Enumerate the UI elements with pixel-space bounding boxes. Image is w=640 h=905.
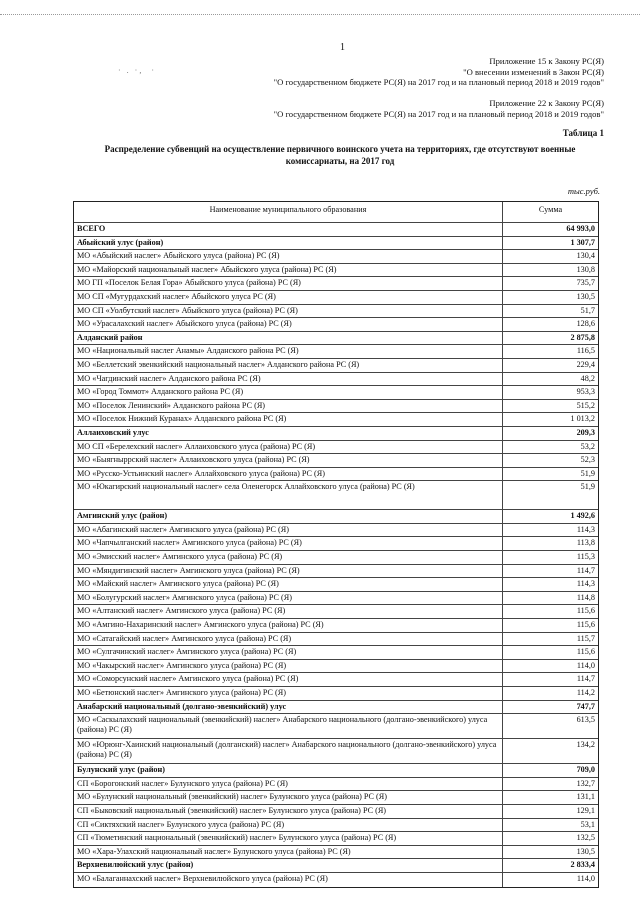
header-line: "О государственном бюджете РС(Я) на 2017 год и на плановый период 2018 и 2019 годов": [273, 108, 604, 119]
table-row-region: [74, 223, 598, 237]
cell-municipality-name: СП «Быковский национальный (эвенкийский) наслег» Булунского улуса (района) РС (Я): [74, 805, 503, 818]
cell-sum: 128,6: [576, 319, 595, 329]
subventions-table: [73, 201, 599, 888]
cell-municipality-name: МО СП «Мугурдахский наслег» Абыйского улуса РС (Я): [74, 291, 503, 304]
header-appendix-22: [274, 98, 604, 119]
cell-sum: 132,7: [576, 778, 595, 788]
cell-municipality-name: МО «Урасалахский наслег» Абыйского улуса (района) РС (Я): [74, 318, 503, 331]
table-row: [74, 481, 598, 510]
cell-sum: 114,7: [576, 674, 595, 684]
table-row: [74, 819, 598, 833]
cell-sum: 1 492,6: [570, 511, 595, 521]
cell-sum: 53,2: [580, 441, 595, 451]
cell-municipality-name: МО «Эмисский наслег» Амгинского улуса (района) РС (Я): [74, 551, 503, 564]
cell-sum: 114,0: [576, 873, 595, 883]
cell-sum: 51,7: [580, 305, 595, 315]
cell-municipality-name: Булунский улус (район): [74, 764, 503, 777]
cell-municipality-name: МО «Поселок Нижний Куранах» Алданского района РС (Я): [74, 413, 503, 426]
header-line: Приложение 15 к Закону РС(Я): [489, 56, 604, 66]
cell-municipality-name: Амгинский улус (район): [74, 510, 503, 523]
table-row: [74, 373, 598, 387]
cell-municipality-name: МО СП «Уолбутский наслег» Абыйского улуса (района) РС (Я): [74, 305, 503, 318]
cell-municipality-name: МО СП «Берелехский наслег» Аллаиховского улуса (района) РС (Я): [74, 441, 503, 454]
cell-municipality-name: МО «Булунский национальный (эвенкийский) наслег» Булунского улуса (района) РС (Я): [74, 791, 503, 804]
table-row-region: [74, 237, 598, 251]
table-row: [74, 646, 598, 660]
cell-sum: 48,2: [580, 373, 595, 383]
cell-sum: 2 833,4: [570, 860, 595, 870]
document-title: Распределение субвенций на осуществление первичного воинского учета на территориях, где отсутствуют военные комиссариаты, на 2017 год: [104, 144, 576, 166]
cell-municipality-name: МО «Национальный наслег Анамы» Алданского района РС (Я): [74, 345, 503, 358]
table-row: [74, 277, 598, 291]
table-row: [74, 673, 598, 687]
cell-sum: 51,9: [580, 468, 595, 478]
cell-municipality-name: МО «Город Томмот» Алданского района РС (Я): [74, 386, 503, 399]
table-row: [74, 791, 598, 805]
cell-sum: 953,3: [576, 387, 595, 397]
cell-municipality-name: МО «Алтанский наслег» Амгинского улуса (района) РС (Я): [74, 605, 503, 618]
table-row: [74, 305, 598, 319]
cell-sum: 114,2: [576, 688, 595, 697]
table-row: [74, 359, 598, 373]
cell-sum: 613,5: [576, 715, 595, 725]
cell-sum: 515,2: [576, 400, 595, 410]
table-row-region: [74, 427, 598, 441]
table-row: [74, 714, 598, 739]
table-row: [74, 805, 598, 819]
cell-sum: 131,1: [576, 792, 595, 802]
table-row: [74, 386, 598, 400]
table-row: [74, 565, 598, 579]
table-header-row: [74, 202, 598, 223]
cell-sum: 130,4: [576, 251, 595, 261]
cell-sum: 114,3: [576, 579, 595, 589]
column-header-name: Наименование муниципального образования: [74, 202, 503, 222]
cell-sum: 2 875,8: [570, 332, 595, 342]
cell-municipality-name: МО «Быягныррский наслег» Аллаиховского улуса (района) РС (Я): [74, 454, 503, 467]
cell-municipality-name: МО «Болугурский наслег» Амгинского улуса (района) РС (Я): [74, 592, 503, 605]
cell-sum: 130,8: [576, 264, 595, 274]
cell-municipality-name: МО «Мяндигинский наслег» Амгинского улуса (района) РС (Я): [74, 565, 503, 578]
scan-top-edge: [0, 14, 640, 15]
cell-municipality-name: СП «Сиктяхский наслег» Булунского улуса (района) РС (Я): [74, 819, 503, 832]
cell-sum: 114,7: [576, 565, 595, 575]
table-row: [74, 687, 598, 701]
cell-municipality-name: Анабарский национальный (долгано-эвенкийский) улус: [74, 701, 503, 714]
table-row-region: [74, 701, 598, 715]
cell-municipality-name: МО «Чагдинский наслег» Алданского района РС (Я): [74, 373, 503, 386]
table-row: [74, 873, 598, 887]
table-row: [74, 250, 598, 264]
table-row: [74, 592, 598, 606]
table-row: [74, 832, 598, 846]
table-row: [74, 524, 598, 538]
table-row: [74, 619, 598, 633]
cell-municipality-name: МО «Майский наслег» Амгинского улуса (района) РС (Я): [74, 578, 503, 591]
cell-municipality-name: МО «Сулгачинский наслег» Амгинского улуса (района) РС (Я): [74, 646, 503, 659]
table-row: [74, 578, 598, 592]
cell-municipality-name: МО «Юкагирский национальный наслег» села Оленегорск Аллайховского улуса (района) РС (Я): [74, 481, 503, 509]
cell-sum: 115,6: [576, 606, 595, 616]
cell-sum: 209,3: [576, 427, 595, 437]
cell-sum: 129,1: [576, 805, 595, 815]
cell-municipality-name: МО «Русско-Устьинский наслег» Аллайховского улуса (района) РС (Я): [74, 468, 503, 481]
cell-municipality-name: ВСЕГО: [74, 223, 503, 236]
cell-sum: 51,9: [580, 482, 595, 492]
page-number: 1: [340, 42, 345, 53]
table-row: [74, 454, 598, 468]
cell-sum: 114,8: [576, 592, 595, 602]
table-row: [74, 413, 598, 427]
cell-sum: 115,6: [576, 647, 595, 657]
table-row: [74, 345, 598, 359]
table-row: [74, 551, 598, 565]
table-row: [74, 537, 598, 551]
cell-sum: 64 993,0: [566, 224, 595, 233]
header-line: "О государственном бюджете РС(Я) на 2017 год и на плановый период 2018 и 2019 годов": [273, 77, 604, 88]
cell-municipality-name: МО «Балаганнахский наслег» Верхневилюйского улуса (района) РС (Я): [74, 873, 503, 887]
cell-sum: 130,5: [576, 846, 595, 856]
cell-municipality-name: Аллаиховский улус: [74, 427, 503, 440]
table-row: [74, 318, 598, 332]
cell-municipality-name: МО «Поселок Ленинский» Алданского района РС (Я): [74, 400, 503, 413]
cell-municipality-name: МО «Хара-Улахский национальный наслег» Булунского улуса (района) РС (Я): [74, 846, 503, 859]
cell-municipality-name: МО «Майорский национальный наслег» Абыйского улуса (района) РС (Я): [74, 264, 503, 277]
cell-municipality-name: МО ГП «Поселок Белая Гора» Абыйского улуса (района) РС (Я): [74, 277, 503, 290]
cell-sum: 115,6: [576, 620, 595, 630]
cell-municipality-name: СП «Борогонский наслег» Булунского улуса (района) РС (Я): [74, 778, 503, 791]
cell-sum: 1 307,7: [570, 237, 595, 247]
table-row: [74, 264, 598, 278]
header-appendix-15: [274, 56, 604, 88]
cell-sum: 53,1: [580, 819, 595, 829]
table-row: [74, 468, 598, 482]
header-line: "О внесении изменений в Закон РС(Я): [463, 66, 604, 77]
table-row-region: [74, 859, 598, 873]
table-row: [74, 846, 598, 860]
unit-label: тыс.руб.: [567, 186, 600, 196]
cell-municipality-name: МО «Саскылахский национальный (эвенкийский) наслег» Анабарского национального (долгано-эвенкийского) улуса (района) РС (Я): [74, 714, 503, 738]
cell-sum: 1 013,2: [570, 414, 595, 424]
cell-municipality-name: МО «Амгино-Нахаринский наслег» Амгинского улуса (района) РС (Я): [74, 619, 503, 632]
table-row: [74, 778, 598, 792]
header-line: Приложение 22 к Закону РС(Я): [489, 98, 604, 108]
table-row-region: [74, 332, 598, 346]
column-header-sum: Сумма: [538, 205, 563, 214]
cell-municipality-name: МО «Абыйский наслег» Абыйского улуса (района) РС (Я): [74, 250, 503, 263]
cell-sum: 130,5: [576, 291, 595, 301]
table-row: [74, 605, 598, 619]
cell-municipality-name: МО «Сатагайский наслег» Амгинского улуса (района) РС (Я): [74, 633, 503, 646]
cell-municipality-name: МО «Чакырский наслег» Амгинского улуса (района) РС (Я): [74, 660, 503, 673]
cell-sum: 229,4: [576, 359, 595, 369]
cell-sum: 115,7: [576, 633, 595, 643]
scan-artifact-mark: · . ·, ·: [118, 66, 156, 75]
cell-sum: 115,3: [576, 552, 595, 562]
table-number: Таблица 1: [562, 128, 604, 138]
table-row: [74, 441, 598, 455]
cell-municipality-name: Алданский район: [74, 332, 503, 345]
cell-municipality-name: СП «Тюметинский национальный (эвенкийский) наслег» Булунского улуса (района) РС (Я): [74, 832, 503, 845]
table-row: [74, 400, 598, 414]
cell-sum: 735,7: [576, 278, 595, 288]
table-row: [74, 660, 598, 674]
cell-municipality-name: МО «Абагинский наслег» Амгинского улуса (района) РС (Я): [74, 524, 503, 537]
cell-municipality-name: МО «Бетюнский наслег» Амгинского улуса (района) РС (Я): [74, 687, 503, 700]
cell-sum: 113,8: [576, 538, 595, 548]
cell-sum: 114,3: [576, 524, 595, 534]
table-row-region: [74, 510, 598, 524]
cell-sum: 116,5: [576, 346, 595, 356]
cell-sum: 709,0: [576, 765, 595, 775]
cell-municipality-name: МО «Чапчылганский наслег» Амгинского улуса (района) РС (Я): [74, 537, 503, 550]
table-row: [74, 633, 598, 647]
cell-sum: 114,0: [576, 660, 595, 670]
cell-sum: 52,3: [580, 455, 595, 465]
cell-municipality-name: Верхневилюйский улус (район): [74, 859, 503, 872]
cell-municipality-name: МО «Соморсунский наслег» Амгинского улуса (района) РС (Я): [74, 673, 503, 686]
cell-sum: 747,7: [576, 701, 595, 711]
cell-sum: 132,5: [576, 833, 595, 843]
cell-municipality-name: Абыйский улус (район): [74, 237, 503, 250]
cell-municipality-name: МО «Юрюнг-Хаинский национальный (долганский) наслег» Анабарского национального (долгано-эвенкийского) улуса (района) РС (Я): [74, 739, 503, 763]
cell-municipality-name: МО «Беллетский эвенкийский национальный наслег» Алданского района РС (Я): [74, 359, 503, 372]
table-row: [74, 291, 598, 305]
table-row-region: [74, 764, 598, 778]
table-row: [74, 739, 598, 764]
cell-sum: 134,2: [576, 740, 595, 750]
